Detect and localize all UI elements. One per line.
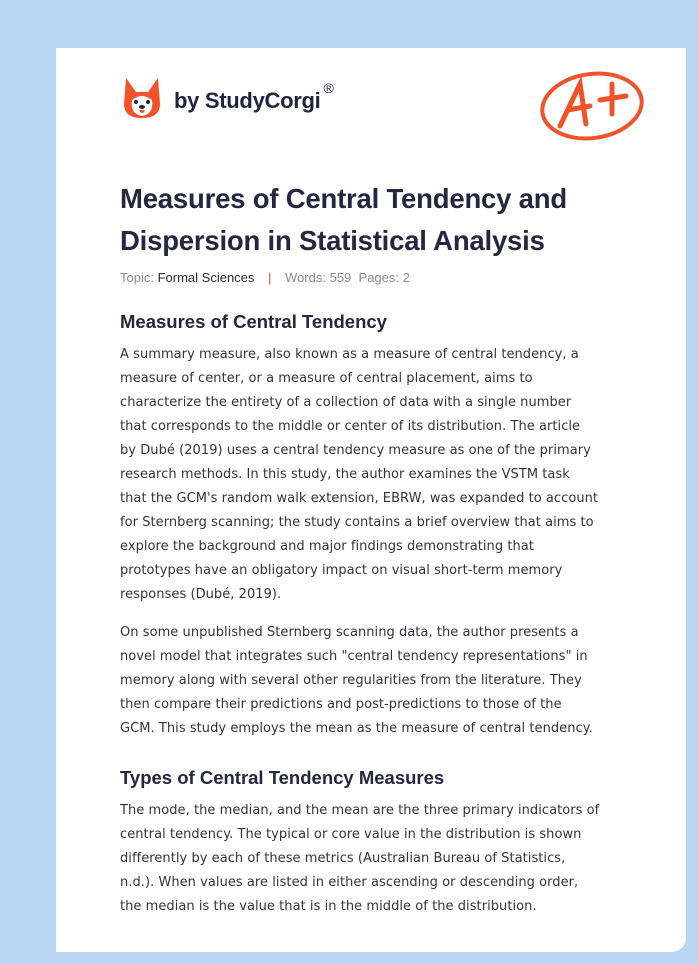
document-card (56, 48, 686, 952)
word-count: Words: 559 (285, 270, 352, 285)
page-count: Pages: 2 (358, 270, 410, 285)
registered-mark: ® (323, 80, 334, 96)
a-plus-grade-icon (538, 70, 648, 142)
meta-separator: | (268, 270, 272, 285)
studycorgi-logo[interactable] (122, 76, 333, 120)
article-meta (120, 270, 600, 285)
section-heading: Measures of Central Tendency (120, 311, 387, 332)
page-title: Measures of Central Tendency and Dispersion in Statistical Analysis (120, 183, 567, 256)
paragraph: A summary measure, also known as a measure of central tendency, a measure of center, or a measure of central placement, aims to characterize the entirety of a collection of data with a single number that corresponds to the middle or center of its distribution. The article by Dubé (2019) uses a central tendency measure as one of the primary research methods. In this study, the author examines the VSTM task that the GCM's random walk extension, EBRW, was expanded to account for Sternberg scanning; the study contains a brief overview that aims to explore the background and major findings demonstrating that prototypes have an obligatory impact on visual short-term memory responses (Dubé, 2019). (120, 347, 599, 602)
brand-text: by StudyCorgi (174, 88, 321, 113)
corgi-icon (122, 76, 162, 120)
paragraph: On some unpublished Sternberg scanning data, the author presents a novel model that integrates such "central tendency representations" in memory along with several other regularities from the literature. They then compare their predictions and post-predictions to those of the GCM. This study employs the mean as the measure of central tendency. (120, 625, 593, 736)
article (120, 178, 600, 933)
topic-label: Topic: (120, 270, 154, 285)
topic-link[interactable]: Formal Sciences (157, 270, 255, 285)
section-heading: Types of Central Tendency Measures (120, 767, 445, 788)
paragraph: The mode, the median, and the mean are the three primary indicators of central tendency. The typical or core value in the distribution is shown differently by each of these metrics (Australian Bureau of Statistics, n.d.). When values are listed in either ascending or descending order, the median is the value that is in the middle of the distribution. (120, 803, 600, 914)
brand-name (174, 80, 334, 114)
